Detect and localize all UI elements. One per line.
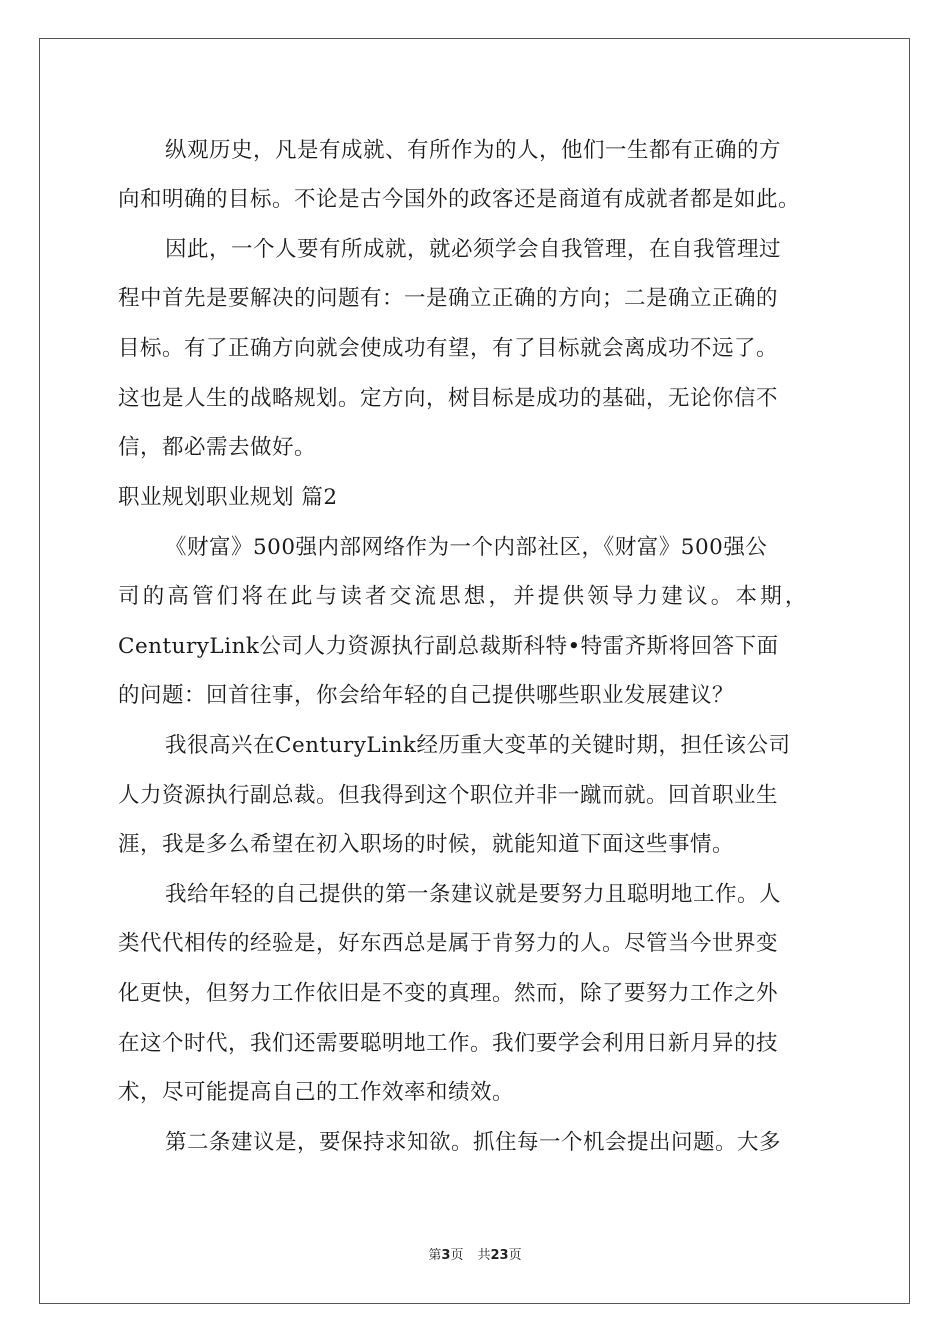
paragraph-line: 信，都必需去做好。: [118, 435, 317, 460]
paragraph-line: 纵观历史，凡是有成就、有所作为的人，他们一生都有正确的方: [165, 138, 782, 163]
paragraph-line: 人力资源执行副总裁。但我得到这个职位并非一蹴而就。回首职业生: [118, 783, 779, 808]
paragraph-line: 这也是人生的战略规划。定方向，树目标是成功的基础，无论你信不: [118, 386, 779, 411]
page-footer: [0, 1246, 950, 1266]
paragraph-line: 类代代相传的经验是，好东西总是属于肯努力的人。尽管当今世界变: [118, 931, 779, 956]
section-heading: 职业规划职业规划 篇2: [118, 485, 338, 510]
footer-total-suffix: 页: [508, 1248, 522, 1263]
paragraph-line: 我很高兴在CenturyLink经历重大变革的关键时期，担任该公司: [165, 733, 791, 758]
footer-total-number: 23: [490, 1248, 509, 1263]
paragraph-line: 目标。有了正确方向就会使成功有望，有了目标就会离成功不远了。: [118, 336, 779, 361]
paragraph-line: 我给年轻的自己提供的第一条建议就是要努力且聪明地工作。人: [165, 882, 782, 907]
paragraph-line: 司的高管们将在此与读者交流思想，并提供领导力建议。本期，: [118, 584, 810, 609]
footer-page-number: 3: [441, 1248, 451, 1263]
paragraph-line: 化更快，但努力工作依旧是不变的真理。然而，除了要努力工作之外: [118, 981, 779, 1006]
paragraph-line: 术，尽可能提高自己的工作效率和绩效。: [118, 1080, 515, 1105]
paragraph-line: 第二条建议是，要保持求知欲。抓住每一个机会提出问题。大多: [165, 1130, 782, 1155]
paragraph-line: CenturyLink公司人力资源执行副总裁斯科特•特雷齐斯将回答下面: [118, 634, 779, 659]
paragraph-line: 《财富》500强内部网络作为一个内部社区，《财富》500强公: [165, 535, 768, 560]
footer-total-prefix: 共: [477, 1248, 491, 1263]
paragraph-line: 在这个时代，我们还需要聪明地工作。我们要学会利用日新月异的技: [118, 1031, 779, 1056]
paragraph-line: 的问题：回首往事，你会给年轻的自己提供哪些职业发展建议？: [118, 683, 735, 708]
footer-page-prefix: 第: [428, 1248, 442, 1263]
footer-page-suffix: 页: [450, 1248, 464, 1263]
paragraph-line: 因此，一个人要有所成就，就必须学会自我管理，在自我管理过: [165, 237, 782, 262]
page-border: [39, 38, 910, 1304]
paragraph-line: 程中首先是要解决的问题有：一是确立正确的方向；二是确立正确的: [118, 286, 779, 311]
paragraph-line: 涯，我是多么希望在初入职场的时候，就能知道下面这些事情。: [118, 832, 735, 857]
paragraph-line: 向和明确的目标。不论是古今国外的政客还是商道有成就者都是如此。: [118, 187, 801, 212]
